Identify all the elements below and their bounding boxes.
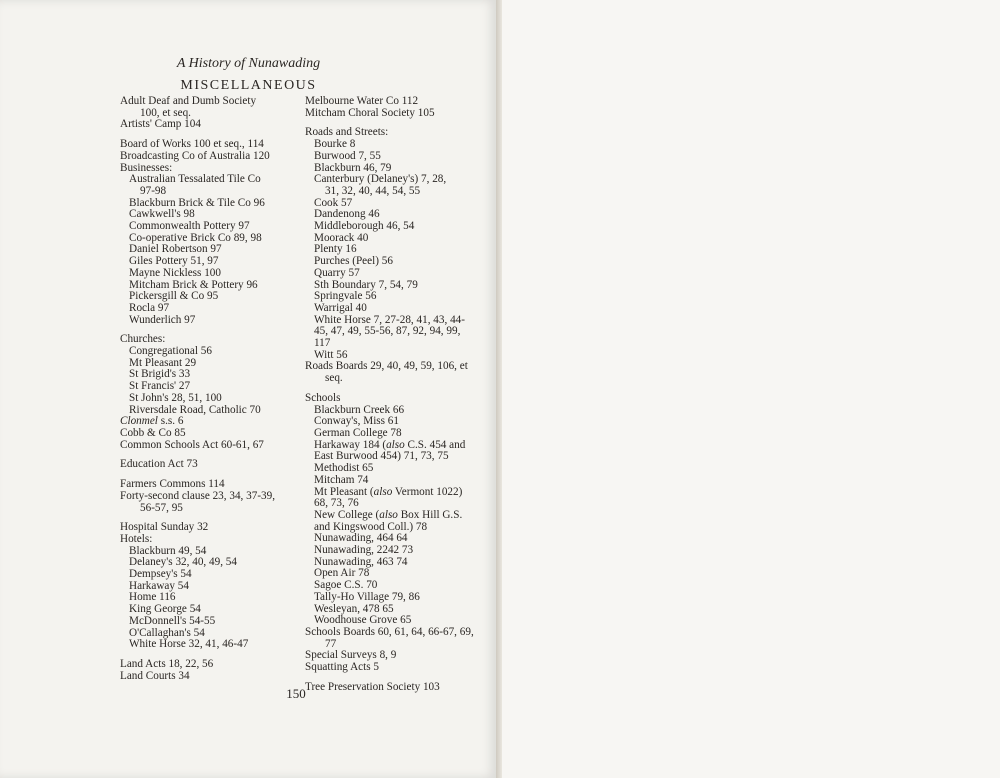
index-subentry: O'Callaghan's 54: [129, 626, 205, 639]
index-entry-continuation: 31, 32, 40, 44, 54, 55: [325, 184, 421, 197]
index-heading: Businesses:: [120, 161, 173, 174]
index-subentry: St John's 28, 51, 100: [129, 391, 222, 404]
index-entry-continuation: 56-57, 95: [140, 501, 183, 514]
index-entry: Squatting Acts 5: [305, 661, 379, 674]
index-subentry: Dempsey's 54: [129, 568, 192, 581]
index-entry: Hospital Sunday 32: [120, 521, 209, 534]
index-subentry: Nunawading, 464 64: [314, 532, 408, 545]
index-entry: Artists' Camp 104: [120, 118, 201, 131]
index-subentry: Blackburn 46, 79: [314, 161, 392, 174]
index-subentry: Giles Pottery 51, 97: [129, 255, 219, 268]
index-entry-continuation: East Burwood 454) 71, 73, 75: [314, 450, 449, 463]
index-entry-italic: also: [379, 508, 398, 521]
index-subentry: Witt 56: [314, 348, 348, 361]
index-subentry: Conway's, Miss 61: [314, 415, 399, 428]
index-subentry: Pickersgill & Co 95: [129, 290, 219, 303]
index-subentry: Cawkwell's 98: [129, 208, 195, 221]
index-entry-continuation: 45, 47, 49, 55-56, 87, 92, 94, 99, 117: [314, 325, 461, 350]
index-subentry: Delaney's 32, 40, 49, 54: [129, 556, 237, 569]
index-subentry: Quarry 57: [314, 266, 360, 279]
index-subentry: McDonnell's 54-55: [129, 614, 216, 627]
left-page: [0, 0, 497, 778]
section-title: MISCELLANEOUS: [180, 78, 317, 93]
index-subentry: Daniel Robertson 97: [129, 243, 222, 256]
index-subentry: White Horse 7, 27-28, 41, 43, 44-: [314, 313, 466, 326]
index-subentry: Nunawading, 2242 73: [314, 544, 414, 557]
index-entry-text: New College (: [314, 508, 380, 521]
index-entry: Melbourne Water Co 112: [305, 95, 419, 107]
index-subentry: Blackburn Brick & Tile Co 96: [129, 196, 265, 209]
index-subentry: King George 54: [129, 603, 201, 616]
index-subentry: Rocla 97: [129, 301, 170, 314]
index-subentry: Cook 57: [314, 196, 353, 209]
index-subentry: Commonwealth Pottery 97: [129, 220, 250, 233]
index-subentry: Mayne Nickless 100: [129, 266, 221, 279]
index-subentry: Riversdale Road, Catholic 70: [129, 403, 261, 416]
index-entry: Mitcham Choral Society 105: [305, 106, 435, 119]
index-subentry: Methodist 65: [314, 462, 374, 475]
index-heading: Schools: [305, 391, 341, 404]
index-entry-text: Vermont 1022): [392, 485, 463, 498]
index-entry: Roads Boards 29, 40, 49, 59, 106, et: [305, 360, 468, 373]
index-entry: Land Acts 18, 22, 56: [120, 657, 214, 670]
index-entry-italic: also: [386, 438, 405, 451]
index-subentry: Mt Pleasant 29: [129, 356, 197, 369]
index-subentry: Open Air 78: [314, 567, 370, 580]
index-entry: Adult Deaf and Dumb Society: [120, 95, 257, 107]
index-subentry: Nunawading, 463 74: [314, 555, 408, 568]
index-entry: Special Surveys 8, 9: [305, 649, 397, 662]
index-subentry: Plenty 16: [314, 243, 357, 256]
index-entry-continuation: and Kingswood Coll.) 78: [314, 520, 428, 533]
index-subentry: Sth Boundary 7, 54, 79: [314, 278, 418, 291]
index-subentry: Woodhouse Grove 65: [314, 614, 412, 627]
page-number: 150: [286, 686, 306, 701]
index-column-right: [305, 96, 477, 693]
index-subentry: Harkaway 54: [129, 579, 189, 592]
index-subentry: Blackburn 49, 54: [129, 544, 207, 557]
index-entry: Broadcasting Co of Australia 120: [120, 149, 270, 162]
index-subentry: Wunderlich 97: [129, 313, 196, 326]
right-page-blank: [502, 0, 1000, 778]
index-subentry: St Francis' 27: [129, 380, 191, 393]
running-title: A History of Nunawading: [176, 56, 321, 71]
index-subentry: Canterbury (Delaney's) 7, 28,: [314, 173, 447, 186]
index-entry: Schools Boards 60, 61, 64, 66-67, 69,: [305, 625, 474, 638]
index-subentry: Wesleyan, 478 65: [314, 602, 394, 615]
index-heading: Churches:: [120, 333, 166, 346]
index-subentry: Burwood 7, 55: [314, 149, 381, 162]
index-entry-continuation: 97-98: [140, 184, 167, 197]
index-entry-italic: Clonmel: [120, 415, 158, 428]
index-entry: Farmers Commons 114: [120, 478, 225, 491]
index-column-left: [120, 96, 288, 682]
index-subentry: [305, 510, 477, 522]
index-subentry: Tally-Ho Village 79, 86: [314, 590, 420, 603]
index-entry: Common Schools Act 60-61, 67: [120, 438, 264, 451]
index-subentry: White Horse 32, 41, 46-47: [129, 638, 249, 651]
index-entry-continuation: 77: [325, 637, 337, 650]
index-subentry: Springvale 56: [314, 290, 377, 303]
index-entry-continuation: seq.: [325, 372, 343, 385]
index-entry-text: s.s. 6: [160, 415, 184, 428]
index-entry: Forty-second clause 23, 34, 37-39,: [120, 489, 276, 502]
index-entry: Tree Preservation Society 103: [305, 680, 440, 693]
index-subentry: Congregational 56: [129, 345, 212, 358]
index-entry-italic: also: [373, 485, 393, 498]
index-subentry: Home 116: [129, 591, 176, 604]
index-entry-text: Box Hill G.S.: [397, 508, 463, 521]
index-subentry: Warrigal 40: [314, 301, 367, 314]
index-subentry: Purches (Peel) 56: [314, 255, 393, 268]
index-subentry: Dandenong 46: [314, 208, 380, 221]
index-subentry: Sagoe C.S. 70: [314, 579, 378, 592]
index-heading: Hotels:: [120, 532, 153, 545]
index-subentry: German College 78: [314, 426, 402, 439]
index-subentry: Co-operative Brick Co 89, 98: [129, 231, 262, 244]
index-entry: Land Courts 34: [120, 669, 190, 682]
index-entry-text: Mt Pleasant (: [314, 485, 374, 498]
index-entry-text: C.S. 454 and: [404, 438, 466, 451]
index-entry-text: Harkaway 184 (: [314, 438, 387, 451]
index-subentry: Bourke 8: [314, 138, 356, 151]
index-entry-continuation: 100, et seq.: [140, 106, 191, 119]
index-entry-continuation: 68, 73, 76: [314, 497, 359, 510]
index-subentry: Australian Tessalated Tile Co: [129, 173, 261, 186]
index-entry: Education Act 73: [120, 458, 198, 471]
index-entry: Cobb & Co 85: [120, 426, 186, 439]
index-subentry: Mitcham Brick & Pottery 96: [129, 278, 258, 291]
index-heading: Roads and Streets:: [305, 126, 389, 139]
index-subentry: Blackburn Creek 66: [314, 403, 405, 416]
index-subentry: Mitcham 74: [314, 473, 369, 486]
index-subentry: Middleborough 46, 54: [314, 220, 415, 233]
index-entry: Board of Works 100 et seq., 114: [120, 138, 264, 151]
index-subentry: St Brigid's 33: [129, 368, 191, 381]
index-subentry: Moorack 40: [314, 231, 369, 244]
